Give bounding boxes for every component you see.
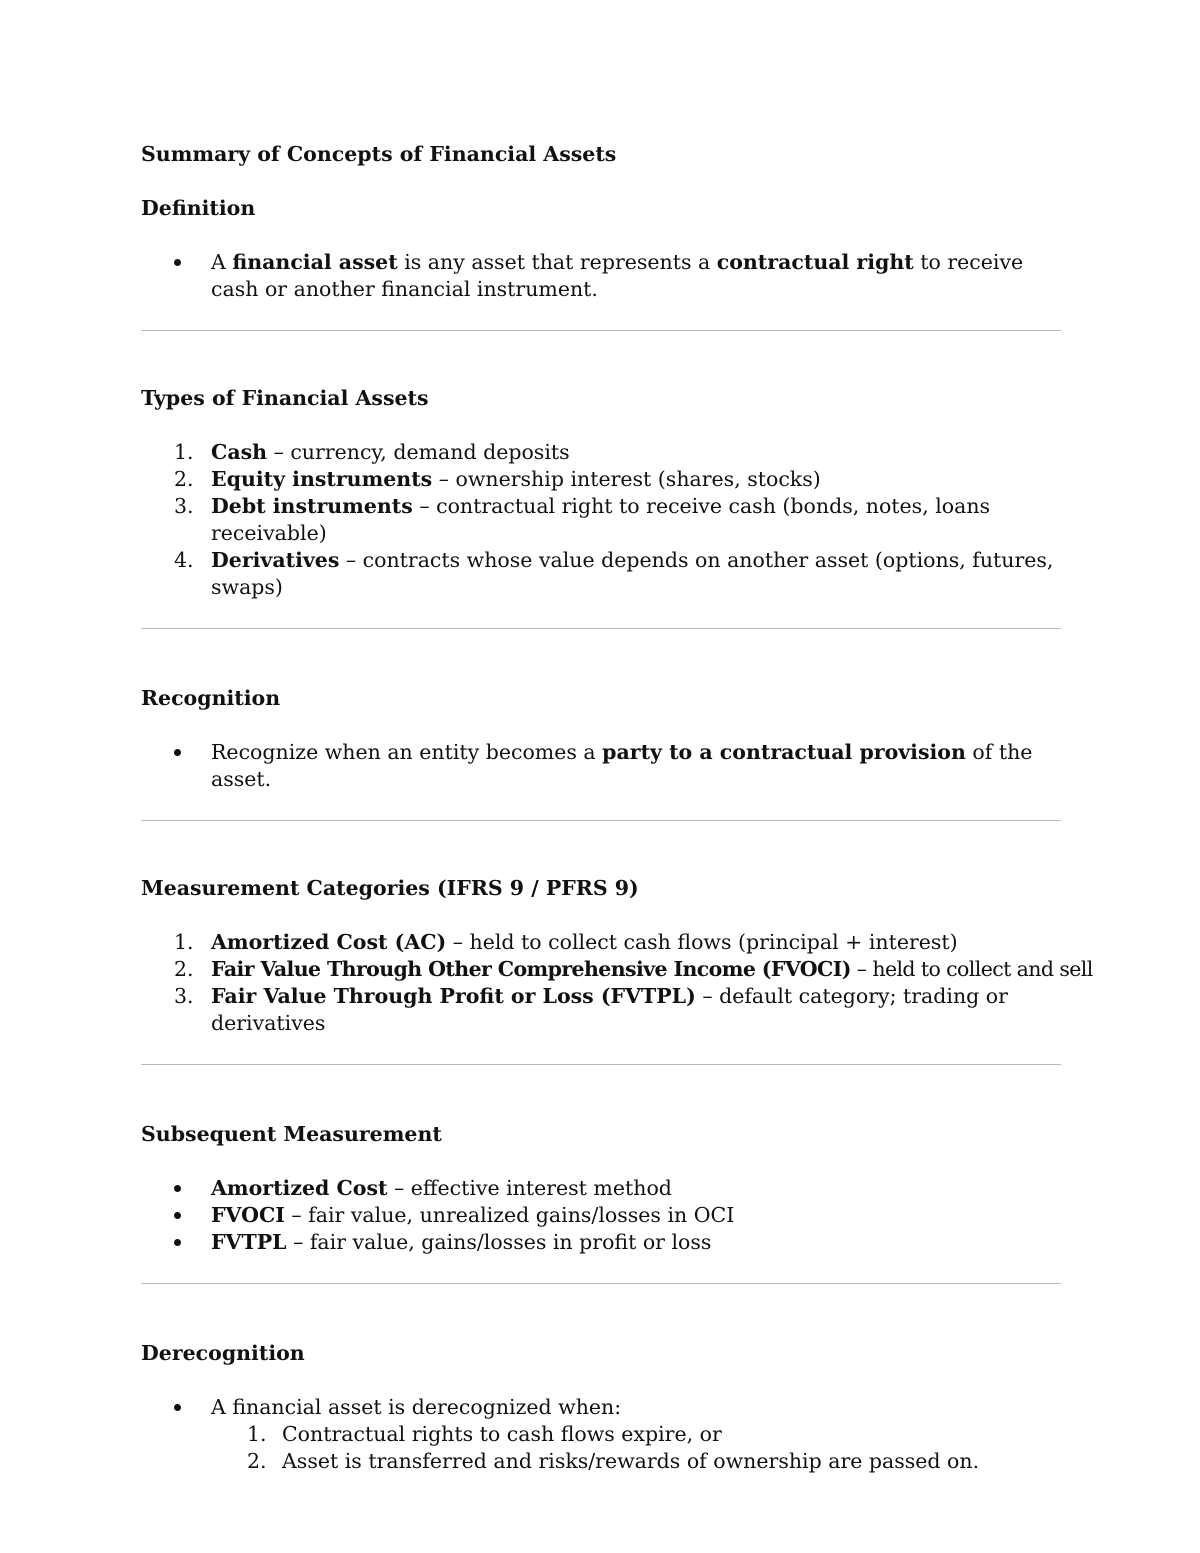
- bullet-icon: [174, 259, 181, 266]
- item-description: – default category; trading or derivatives: [211, 984, 1008, 1035]
- item-description: – currency, demand deposits: [267, 440, 570, 464]
- item-description: – ownership interest (shares, stocks): [432, 467, 821, 491]
- item-number: 2.: [174, 957, 194, 981]
- bold-term: Fair Value Through Profit or Loss (FVTPL): [211, 984, 696, 1008]
- bold-term: Derivatives: [211, 548, 340, 572]
- list-item: [141, 466, 1061, 493]
- bullet-icon: [174, 1239, 181, 1246]
- bold-term: Cash: [211, 440, 268, 464]
- bullet-icon: [174, 749, 181, 756]
- section-heading-measurement: Measurement Categories (IFRS 9 / PFRS 9): [141, 876, 639, 900]
- text: to receive cash or another financial instrument.: [211, 250, 1024, 301]
- text: of the asset.: [211, 740, 1033, 791]
- item-number: 1.: [174, 930, 194, 954]
- section-heading-definition: Definition: [141, 196, 256, 220]
- list-item: [141, 1202, 1061, 1229]
- derecognition-sublist: [211, 1421, 1061, 1475]
- section-heading-recognition: Recognition: [141, 686, 281, 710]
- list-item: [141, 739, 1061, 793]
- list-item: [141, 1175, 1061, 1202]
- text: A: [211, 250, 233, 274]
- subsequent-list: [141, 1175, 1061, 1256]
- section-heading-subsequent: Subsequent Measurement: [141, 1122, 442, 1146]
- item-number: 1.: [247, 1422, 267, 1446]
- document-content: [141, 141, 1093, 1475]
- list-item: [141, 547, 1061, 601]
- bold-term: contractual right: [716, 250, 914, 274]
- list-item: [211, 1448, 1061, 1475]
- section-heading-derecognition: Derecognition: [141, 1341, 305, 1365]
- item-description: – held to collect cash flows (principal + interest): [446, 930, 958, 954]
- item-description: – fair value, unrealized gains/losses in OCI: [284, 1203, 735, 1227]
- bullet-icon: [174, 1212, 181, 1219]
- item-description: – fair value, gains/losses in profit or loss: [286, 1230, 712, 1254]
- list-item: [141, 1394, 1061, 1475]
- measurement-list: [141, 929, 1093, 1037]
- bold-term: FVTPL: [211, 1230, 287, 1254]
- item-description: – effective interest method: [387, 1176, 672, 1200]
- item-number: 1.: [174, 440, 194, 464]
- item-number: 4.: [174, 548, 194, 572]
- item-number: 2.: [174, 467, 194, 491]
- item-number: 3.: [174, 494, 194, 518]
- list-item: [141, 956, 1093, 983]
- item-description: – contractual right to receive cash (bonds, notes, loans receivable): [211, 494, 991, 545]
- text: is any asset that represents a: [397, 250, 717, 274]
- bold-term: Amortized Cost (AC): [211, 930, 447, 954]
- item-description: Contractual rights to cash flows expire, or: [282, 1422, 722, 1446]
- text: Recognize when an entity becomes a: [211, 740, 603, 764]
- item-description: – held to collect and sell: [850, 957, 1093, 981]
- bullet-icon: [174, 1404, 181, 1411]
- recognition-list: [141, 739, 1061, 793]
- list-item: [141, 929, 1061, 956]
- item-description: – contracts whose value depends on another asset (options, futures, swaps): [211, 548, 1054, 599]
- list-item: [141, 249, 1061, 303]
- item-number: 3.: [174, 984, 194, 1008]
- item-description: Asset is transferred and risks/rewards of ownership are passed on.: [282, 1449, 980, 1473]
- bold-term: Debt instruments: [211, 494, 413, 518]
- list-item: [141, 1229, 1061, 1256]
- types-list: [141, 439, 1061, 601]
- bold-term: financial asset: [232, 250, 398, 274]
- section-heading-types: Types of Financial Assets: [141, 386, 429, 410]
- bold-term: Fair Value Through Other Comprehensive Income (FVOCI): [211, 957, 851, 981]
- definition-list: [141, 249, 1061, 303]
- list-item: [141, 439, 1061, 466]
- derecognition-list: [141, 1394, 1061, 1475]
- bullet-icon: [174, 1185, 181, 1192]
- list-item: [141, 983, 1061, 1037]
- bold-term: FVOCI: [211, 1203, 285, 1227]
- item-number: 2.: [247, 1449, 267, 1473]
- bold-term: Equity instruments: [211, 467, 433, 491]
- bold-term: Amortized Cost: [211, 1176, 388, 1200]
- bold-term: party to a contractual provision: [602, 740, 966, 764]
- list-item: [211, 1421, 1061, 1448]
- list-item: [141, 493, 1061, 547]
- text: A financial asset is derecognized when:: [211, 1395, 622, 1419]
- document-title: Summary of Concepts of Financial Assets: [141, 142, 617, 166]
